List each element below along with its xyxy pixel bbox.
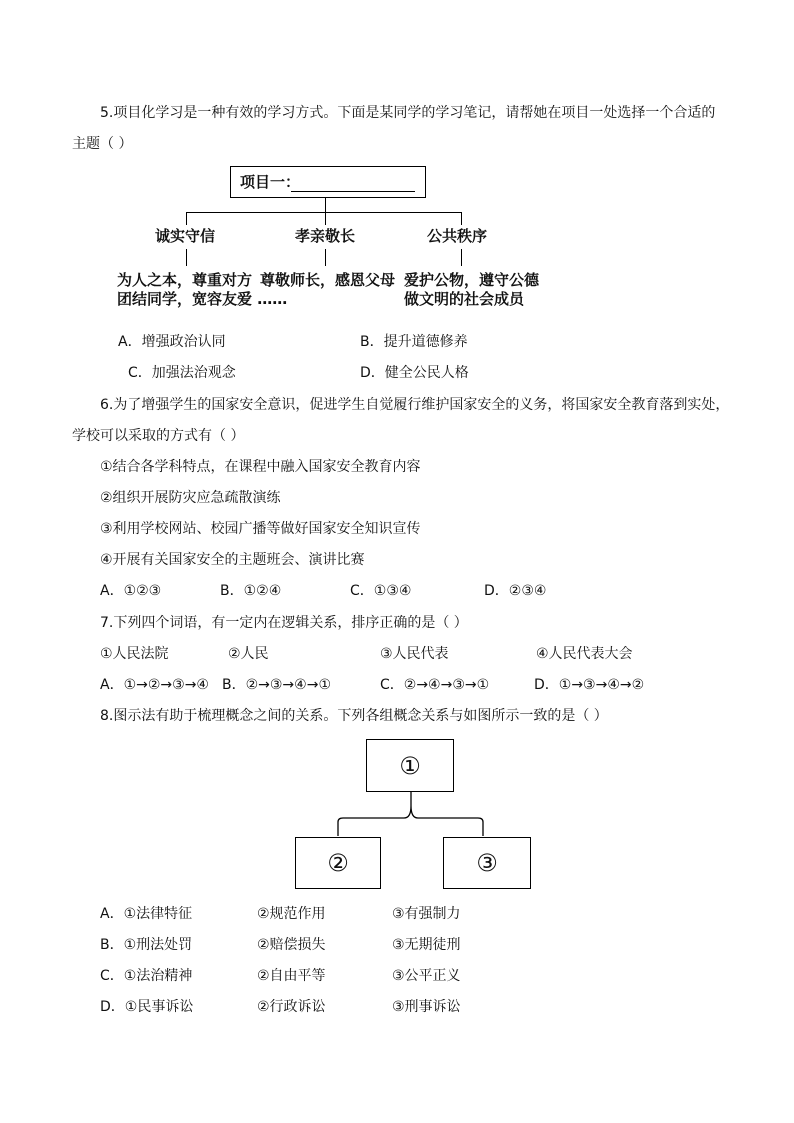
diagram-box-left: ② (295, 837, 381, 889)
branch-label-2: 孝亲敬长 (295, 227, 356, 245)
project-box (230, 166, 426, 198)
q7-item-3: ③人民代表 (380, 646, 449, 662)
q6-option-a[interactable]: A．①②③ (100, 583, 162, 599)
q8-option-c-col3: ③公平正义 (392, 968, 461, 984)
connector-drop-3 (461, 212, 462, 225)
connector-bar (186, 212, 461, 213)
connector-drop-1 (186, 212, 187, 225)
q8-option-b-col1: B．①刑法处罚 (100, 937, 193, 953)
q7-option-a[interactable]: A．①→②→③→④ (100, 677, 209, 693)
q7-option-d[interactable]: D．①→③→④→② (534, 677, 645, 693)
branch-label-3: 公共秩序 (427, 227, 488, 245)
q6-option-b[interactable]: B．①②④ (220, 583, 282, 599)
q6-item-3: ③利用学校网站、校园广播等做好国家安全知识宣传 (100, 521, 421, 537)
q5-option-a[interactable]: A．增强政治认同 (118, 334, 226, 350)
q8-option-d-col1: D．①民事诉讼 (100, 999, 194, 1015)
project-label: 项目一： (240, 173, 301, 191)
q8-option-b-col3: ③无期徒刑 (392, 937, 461, 953)
q5-option-d[interactable]: D．健全公民人格 (360, 365, 469, 381)
branch-tick-3 (461, 249, 462, 266)
q8-option-a-col2: ②规范作用 (257, 906, 326, 922)
q7-item-1: ①人民法院 (100, 646, 169, 662)
q5-option-c[interactable]: C．加强法治观念 (128, 365, 236, 381)
diagram-box-top: ① (366, 739, 454, 792)
project-blank (291, 191, 415, 192)
branch-label-1: 诚实守信 (155, 227, 216, 245)
branch-tick-2 (325, 249, 326, 266)
q5-stem-line2: 主题（ ） (72, 136, 133, 152)
q6-item-1: ①结合各学科特点，在课程中融入国家安全教育内容 (100, 459, 421, 475)
q8-option-c-col2: ②自由平等 (257, 968, 326, 984)
q8-option-d-col2: ②行政诉讼 (257, 999, 326, 1015)
connector-stem (325, 198, 326, 212)
q7-item-2: ②人民 (228, 646, 269, 662)
q6-item-2: ②组织开展防灾应急疏散演练 (100, 490, 281, 506)
branch-desc-2a: 尊敬师长，感恩父母 (260, 271, 396, 289)
q8-option-a-col1: A．①法律特征 (100, 906, 193, 922)
q7-option-b[interactable]: B．②→③→④→① (222, 677, 331, 693)
q5-option-b[interactable]: B．提升道德修养 (360, 334, 468, 350)
q8-option-a-col3: ③有强制力 (392, 906, 461, 922)
q6-option-c[interactable]: C．①③④ (350, 583, 412, 599)
diagram-brace (330, 792, 494, 837)
q6-stem-line1: 6.为了增强学生的国家安全意识，促进学生自觉履行维护国家安全的义务，将国家安全教育落到实处， (100, 397, 730, 413)
q7-option-c[interactable]: C．②→④→③→① (380, 677, 490, 693)
branch-desc-3b: 做文明的社会成员 (404, 290, 525, 308)
q8-stem: 8.图示法有助于梳理概念之间的关系。下列各组概念关系与如图所示一致的是（ ） (100, 708, 608, 724)
q6-option-d[interactable]: D．②③④ (484, 583, 547, 599)
q8-option-d-col3: ③刑事诉讼 (392, 999, 461, 1015)
q5-stem-line1: 5.项目化学习是一种有效的学习方式。下面是某同学的学习笔记，请帮她在项目一处选择一个合适的 (100, 105, 716, 121)
q8-option-b-col2: ②赔偿损失 (257, 937, 326, 953)
branch-desc-3a: 爱护公物，遵守公德 (404, 271, 540, 289)
q7-item-4: ④人民代表大会 (536, 646, 633, 662)
q7-stem: 7.下列四个词语，有一定内在逻辑关系，排序正确的是（ ） (100, 615, 468, 631)
branch-tick-1 (186, 249, 187, 266)
q8-option-c-col1: C．①法治精神 (100, 968, 193, 984)
connector-drop-2 (325, 212, 326, 225)
diagram-box-right: ③ (443, 837, 531, 889)
branch-desc-1b: 团结同学，宽容友爱 …… (117, 290, 288, 308)
q6-stem-line2: 学校可以采取的方式有（ ） (72, 428, 245, 444)
q6-item-4: ④开展有关国家安全的主题班会、演讲比赛 (100, 552, 365, 568)
branch-desc-1a: 为人之本，尊重对方 (117, 271, 253, 289)
